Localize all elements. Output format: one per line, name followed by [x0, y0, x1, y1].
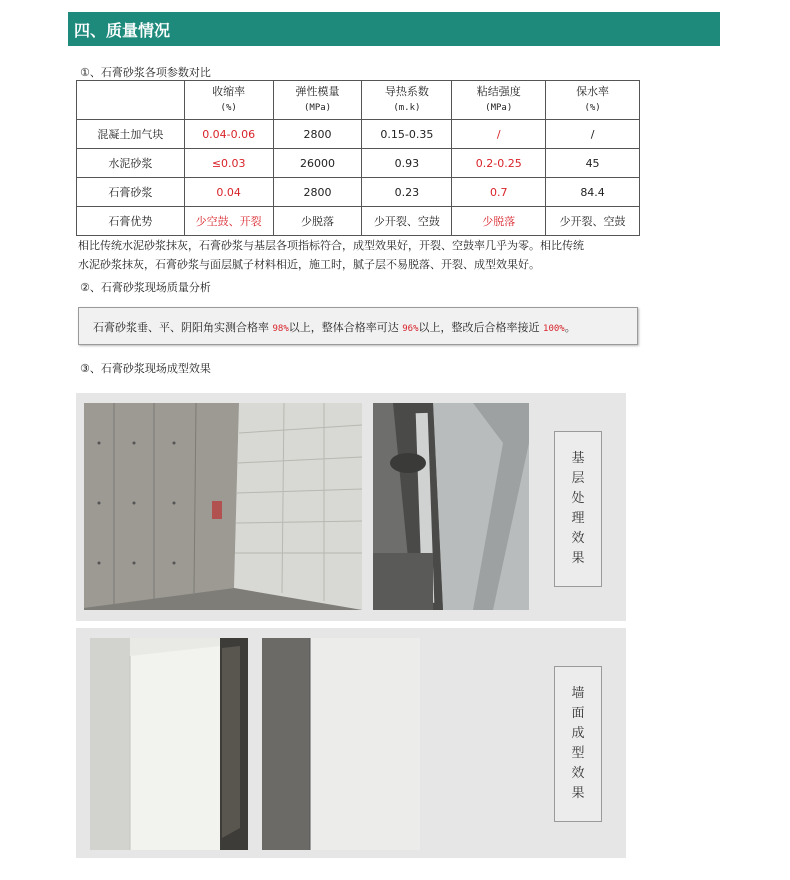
table-cell: 0.15-0.35: [362, 120, 452, 149]
quality-summary-box: [78, 307, 638, 345]
wall-finish-label: [554, 666, 602, 822]
table-cell: 0.04: [184, 178, 273, 207]
table-cell: /: [452, 120, 546, 149]
header-unit: (m.k): [393, 103, 421, 113]
table-header-cell: [77, 81, 185, 120]
table-cell: 少脱落: [273, 207, 362, 236]
base-treatment-label: [554, 431, 602, 587]
header-name: 导热系数: [384, 85, 429, 98]
summary-text-part: 石膏砂浆垂、平、阴阳角实测合格率: [93, 321, 273, 334]
table-row: [77, 120, 640, 149]
summary-text-part: 以上，整改后合格率接近: [418, 321, 544, 334]
table-header-row: [77, 81, 640, 120]
label-char: 果: [571, 551, 585, 566]
table-cell: /: [546, 120, 640, 149]
table-cell: 84.4: [546, 178, 640, 207]
row-label-cell: 石膏优势: [77, 207, 185, 236]
header-unit: (MPa): [303, 103, 332, 113]
part3-title: ③、石膏砂浆现场成型效果: [80, 362, 211, 375]
label-char: 型: [571, 746, 585, 761]
table-cell: 0.7: [452, 178, 546, 207]
row-label-cell: 水泥砂浆: [77, 149, 185, 178]
table-cell: 少开裂、空鼓: [546, 207, 640, 236]
table-cell: 0.93: [362, 149, 452, 178]
table-row: [77, 149, 640, 178]
rate-value: 98%: [272, 324, 289, 334]
table-cell: 少开裂、空鼓: [362, 207, 452, 236]
label-char: 效: [571, 766, 585, 781]
header-name: 收缩率: [212, 85, 246, 98]
base-treatment-panel: [76, 393, 626, 621]
table-cell: 45: [546, 149, 640, 178]
base-treatment-photo-2: [373, 403, 529, 610]
label-char: 成: [571, 726, 585, 741]
table-row: [77, 178, 640, 207]
header-name: 保水率: [576, 85, 610, 98]
table-header-cell: [184, 81, 273, 120]
table-cell: 2800: [273, 120, 362, 149]
part1-title: ①、石膏砂浆各项参数对比: [80, 66, 211, 79]
header-unit: (%): [220, 103, 237, 113]
header-name: 弹性模量: [295, 85, 340, 98]
header-unit: (MPa): [485, 103, 513, 113]
table-cell: 0.23: [362, 178, 452, 207]
paragraph-line: 相比传统水泥砂浆抹灰，石膏砂浆与基层各项指标符合，成型效果好，开裂、空鼓率几乎为零。相比传统: [78, 239, 584, 252]
table-cell: 0.2-0.25: [452, 149, 546, 178]
rate-value: 96%: [402, 324, 419, 334]
table-row: [77, 207, 640, 236]
table-header-cell: [452, 81, 546, 120]
summary-text-part: 以上，整体合格率可达: [288, 321, 403, 334]
params-table: [76, 80, 640, 236]
label-char: 墙: [571, 686, 585, 701]
table-cell: 少脱落: [452, 207, 546, 236]
comparison-paragraph: [78, 236, 658, 274]
table-cell: 2800: [273, 178, 362, 207]
wall-finish-panel: [76, 628, 626, 858]
wall-finish-photo-1: [90, 638, 248, 850]
label-char: 理: [571, 511, 585, 526]
row-label-cell: 石膏砂浆: [77, 178, 185, 207]
table-header-cell: [362, 81, 452, 120]
table-cell: 0.04-0.06: [184, 120, 273, 149]
part2-title: ②、石膏砂浆现场质量分析: [80, 281, 211, 294]
table-cell: 26000: [273, 149, 362, 178]
table-header-cell: [273, 81, 362, 120]
table-cell: ≤0.03: [184, 149, 273, 178]
label-char: 效: [571, 531, 585, 546]
quality-summary-text: [93, 319, 576, 335]
section-header: [68, 12, 720, 46]
header-unit: (%): [584, 103, 601, 113]
label-char: 层: [571, 471, 585, 486]
base-treatment-photo-1: [84, 403, 362, 610]
table-cell: 少空鼓、开裂: [184, 207, 273, 236]
header-name: 粘结强度: [476, 85, 521, 98]
label-char: 果: [571, 786, 585, 801]
row-label-cell: 混凝土加气块: [77, 120, 185, 149]
wall-finish-photo-2: [262, 638, 420, 850]
paragraph-line: 水泥砂浆抹灰，石膏砂浆与面层腻子材料相近，施工时，腻子层不易脱落、开裂、成型效果好。: [78, 258, 540, 271]
label-char: 处: [571, 491, 585, 506]
label-char: 基: [571, 451, 585, 466]
table-header-cell: [546, 81, 640, 120]
section-title: 四、质量情况: [74, 21, 171, 40]
label-char: 面: [571, 706, 585, 721]
rate-value: 100%: [543, 324, 565, 334]
summary-text-part: 。: [564, 321, 576, 334]
